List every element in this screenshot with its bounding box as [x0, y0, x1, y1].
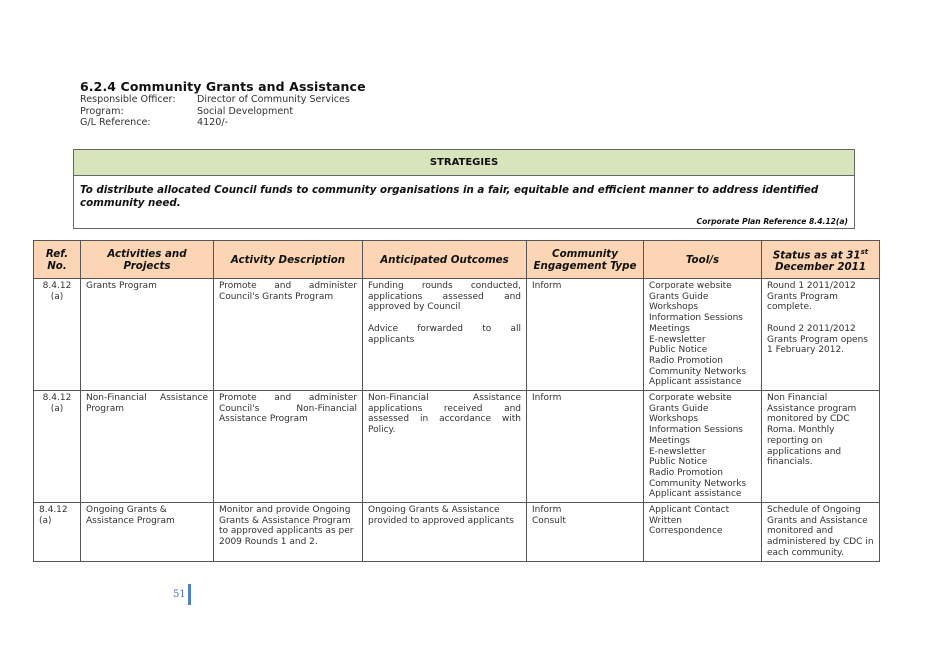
tools-item: Applicant assistance: [649, 377, 742, 388]
header-status-prefix: Status as at 31: [772, 249, 861, 262]
engagement-item: Inform: [532, 505, 562, 516]
cell-ref-no: [34, 503, 81, 562]
cell-engagement: [527, 503, 644, 562]
ref-line-1: 8.4.12: [42, 281, 72, 291]
page-marker-bar: [188, 584, 191, 605]
tools-item: Applicant assistance: [649, 489, 742, 500]
activities-table: [33, 240, 880, 562]
meta-value-responsible-officer: Director of Community Services: [197, 94, 350, 105]
cell-description: Monitor and provide Ongoing Grants & Assistance Program to approved applicants as per 2009 Rounds 1 and 2.: [214, 503, 363, 562]
tools-item: Correspondence: [649, 526, 723, 537]
tools-item: Written: [649, 515, 682, 526]
outcomes-item: Non-Financial Assistance applications received and assessed in accordance with Policy.: [368, 393, 521, 436]
cell-status: [762, 279, 880, 391]
tools-item: Information Sessions: [649, 425, 743, 436]
status-item: Schedule of Ongoing Grants and Assistance monitored and administered by CDC in each community.: [767, 505, 874, 558]
header-status: [762, 241, 880, 279]
tools-item: Community Networks: [649, 366, 747, 377]
header-activities: Activities and Projects: [81, 241, 214, 279]
cell-outcomes: [363, 279, 527, 391]
corporate-plan-reference: Corporate Plan Reference 8.4.12(a): [696, 217, 848, 226]
cell-description: Promote and administer Council's Grants Program: [214, 279, 363, 391]
ref-line-2: (a): [50, 403, 64, 414]
tools-item: Corporate website: [649, 393, 732, 404]
cell-engagement: [527, 279, 644, 391]
tools-item: Public Notice: [649, 345, 708, 356]
meta-label-responsible-officer: Responsible Officer:: [80, 94, 176, 105]
strategies-text: To distribute allocated Council funds to community organisations in a fair, equitable and efficient manner to address identified community need.: [80, 184, 819, 209]
meta-label-gl-reference: G/L Reference:: [80, 117, 151, 128]
ref-line-1: 8.4.12: [39, 505, 68, 516]
cell-tools: [644, 391, 762, 503]
header-outcomes: Anticipated Outcomes: [363, 241, 527, 279]
cell-tools: [644, 503, 762, 562]
cell-outcomes: [363, 503, 527, 562]
tools-item: Applicant Contact: [649, 505, 730, 516]
tools-item: Public Notice: [649, 457, 708, 468]
tools-item: Grants Guide: [649, 291, 709, 302]
cell-activity: Grants Program: [81, 279, 214, 391]
cell-activity: Non-Financial Assistance Program: [81, 391, 214, 503]
ref-line-1: 8.4.12: [42, 393, 72, 404]
section-title: 6.2.4 Community Grants and Assistance: [80, 79, 366, 94]
meta-label-program: Program:: [80, 105, 124, 117]
ref-line-2: (a): [50, 291, 64, 302]
cell-status: [762, 503, 880, 562]
tools-item: E-newsletter: [649, 446, 706, 457]
header-status-sup: st: [860, 247, 869, 256]
header-engagement: Community Engagement Type: [527, 241, 644, 279]
engagement-item: Consult: [532, 515, 566, 526]
table-row: [34, 391, 880, 503]
paragraph-gap: [767, 313, 874, 324]
outcomes-item: Funding rounds conducted, applications assessed and approved by Council: [368, 281, 521, 313]
status-item: Round 1 2011/2012 Grants Program complete.: [767, 281, 856, 313]
meta-value-gl-reference: 4120/-: [197, 117, 229, 128]
outcomes-item: Ongoing Grants & Assistance provided to approved applicants: [368, 505, 514, 526]
tools-item: Meetings: [649, 323, 690, 334]
cell-activity: Ongoing Grants & Assistance Program: [81, 503, 214, 562]
engagement-item: Inform: [532, 281, 562, 291]
header-status-suffix: December 2011: [774, 261, 867, 274]
tools-item: Radio Promotion: [649, 355, 723, 366]
section-meta: [80, 94, 366, 129]
table-row: [34, 503, 880, 562]
meta-value-program: Social Development: [197, 105, 294, 117]
page-number: 51: [173, 589, 186, 600]
ref-line-2: (a): [39, 515, 52, 526]
header-tools: Tool/s: [644, 241, 762, 279]
status-item: Non Financial Assistance program monitored by CDC Roma. Monthly reporting on applications and financials.: [767, 393, 857, 468]
cell-outcomes: [363, 391, 527, 503]
engagement-item: Inform: [532, 393, 562, 404]
table-header-row: [34, 241, 880, 279]
tools-item: Meetings: [649, 435, 690, 446]
strategies-box: [73, 149, 855, 229]
outcomes-item: Advice forwarded to all applicants: [368, 323, 521, 345]
status-item: Round 2 2011/2012 Grants Program opens 1 February 2012.: [767, 323, 868, 356]
tools-item: Workshops: [649, 414, 699, 425]
cell-description: Promote and administer Council's Non-Financial Assistance Program: [214, 391, 363, 503]
tools-item: Workshops: [649, 302, 699, 313]
paragraph-gap: [368, 313, 521, 324]
cell-status: [762, 391, 880, 503]
cell-engagement: [527, 391, 644, 503]
cell-ref-no: [34, 279, 81, 391]
tools-item: Radio Promotion: [649, 467, 723, 478]
strategies-heading: STRATEGIES: [74, 150, 854, 176]
header-description: Activity Description: [214, 241, 363, 279]
tools-item: E-newsletter: [649, 334, 706, 345]
tools-item: Corporate website: [649, 281, 732, 291]
tools-item: Grants Guide: [649, 403, 709, 414]
cell-ref-no: [34, 391, 81, 503]
tools-item: Community Networks: [649, 478, 747, 489]
header-ref-no: Ref. No.: [34, 241, 81, 279]
section-header: [80, 79, 366, 129]
cell-tools: [644, 279, 762, 391]
tools-item: Information Sessions: [649, 313, 743, 324]
table-row: [34, 279, 880, 391]
